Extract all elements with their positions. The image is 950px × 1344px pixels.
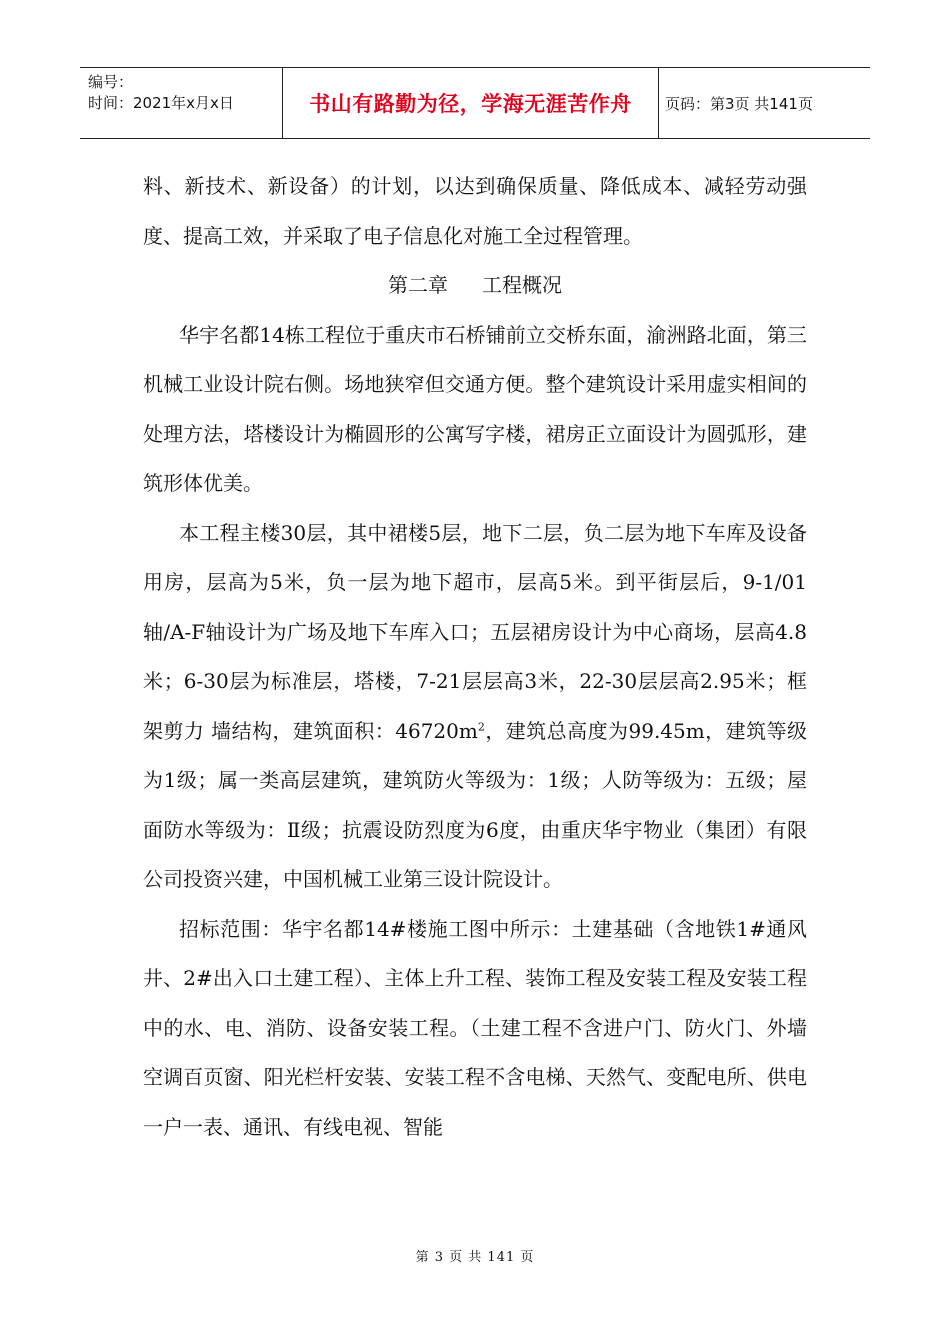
chapter-heading: [143, 261, 807, 311]
page-header: [80, 67, 870, 139]
header-page-info: 页码：第3页 共141页: [665, 94, 813, 113]
paragraph-2: 华宇名都14栋工程位于重庆市石桥铺前立交桥东面，渝洲路北面，第三机械工业设计院右侧。场地狭窄但交通方便。整个建筑设计采用虚实相间的处理方法，塔楼设计为椭圆形的公寓写字楼，裙房正立面设计为圆弧形，建筑形体优美。: [143, 322, 807, 495]
header-motto: 书山有路勤为径，学海无涯苦作舟: [283, 68, 659, 138]
header-meta: [80, 68, 283, 138]
area-superscript: 2: [477, 719, 485, 733]
document-body: [143, 162, 807, 1152]
paragraph-1: 料、新技术、新设备）的计划，以达到确保质量、降低成本、减轻劳动强度、提高工效，并采取了电子信息化对施工全过程管理。: [143, 174, 807, 248]
paragraph-3-part-b: ，建筑总高度为99.45m，建筑等级为1级；属一类高层建筑，建筑防火等级为：1级；人防等级为：五级；屋面防水等级为：Ⅱ级；抗震设防烈度为6度，由重庆华宇物业（集团）有限公司投资兴建，中国机械工业第三设计院设计。: [143, 718, 807, 891]
paragraph-3-part-a: 本工程主楼30层，其中裙楼5层，地下二层，负二层为地下车库及设备用房，层高为5米，负一层为地下超市，层高5米。到平街层后，9-1/01轴/A-F轴设计为广场及地下车库入口；五层裙房设计为中心商场，层高4.8米；6-30层为标准层，塔楼，7-21层层高3米，22-30层层高2.95米；框架剪力 墙结构，建筑面积：46720m: [143, 520, 807, 743]
paragraph-3: [143, 509, 807, 905]
page-footer: 第 3 页 共 141 页: [415, 1250, 535, 1265]
paragraph-4: 招标范围：华宇名都14#楼施工图中所示：土建基础（含地铁1#通风井、2#出入口土建工程）、主体上升工程、装饰工程及安装工程及安装工程中的水、电、消防、设备安装工程。（土建工程不含进户门、防火门、外墙空调百页窗、阳光栏杆安装、安装工程不含电梯、天然气、变配电所、供电一户一表、通讯、有线电视、智能: [143, 916, 807, 1139]
document-date: 时间：2021年x月x日: [88, 94, 234, 112]
document-number-label: 编号：: [88, 73, 134, 91]
chapter-number: 第二章: [388, 273, 448, 297]
chapter-title: 工程概况: [482, 273, 562, 297]
